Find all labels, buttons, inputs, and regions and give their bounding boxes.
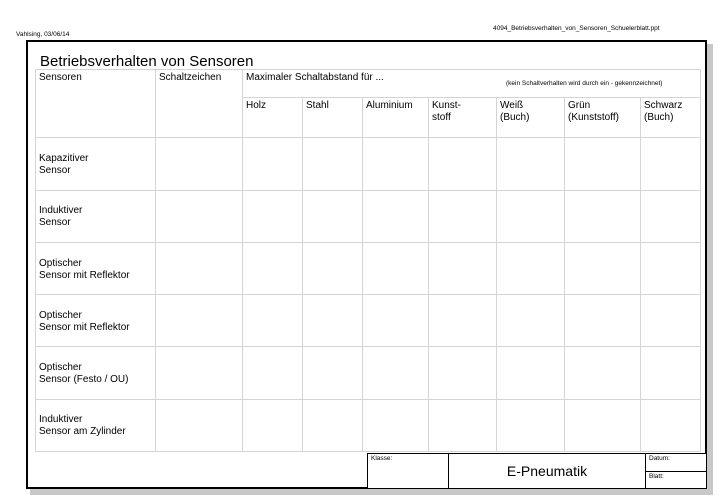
material-header: Weiß (Buch) [497, 98, 565, 138]
klasse-label: Klasse: [371, 455, 393, 462]
distance-cell[interactable] [243, 242, 303, 294]
distance-cell[interactable] [641, 295, 701, 347]
symbol-cell[interactable] [156, 347, 243, 399]
distance-cell[interactable] [497, 347, 565, 399]
distance-cell[interactable] [497, 242, 565, 294]
distance-cell[interactable] [243, 295, 303, 347]
distance-cell[interactable] [565, 399, 641, 451]
subject-title: E-Pneumatik [506, 463, 588, 479]
material-header: Holz [243, 98, 303, 138]
sensor-name: Kapazitiver Sensor [36, 138, 156, 190]
sensor-name: Induktiver Sensor am Zylinder [36, 399, 156, 451]
material-header: Schwarz (Buch) [641, 98, 701, 138]
worksheet-frame [26, 40, 707, 489]
distance-cell[interactable] [565, 138, 641, 190]
distance-cell[interactable] [565, 242, 641, 294]
material-header: Kunst- stoff [429, 98, 497, 138]
table-row [36, 138, 701, 190]
max-distance-label: Maximaler Schaltabstand für ... [246, 72, 384, 83]
distance-cell[interactable] [497, 399, 565, 451]
distance-cell[interactable] [641, 190, 701, 242]
distance-cell[interactable] [303, 242, 363, 294]
table-row [36, 347, 701, 399]
distance-cell[interactable] [429, 295, 497, 347]
distance-cell[interactable] [429, 399, 497, 451]
page-title: Betriebsverhalten von Sensoren [40, 53, 254, 70]
distance-cell[interactable] [363, 295, 429, 347]
hint-text: (kein Schaltverhalten wird durch ein - gekennzeichnet) [506, 80, 663, 87]
distance-cell[interactable] [565, 347, 641, 399]
distance-cell[interactable] [641, 347, 701, 399]
datum-field [645, 453, 707, 472]
distance-cell[interactable] [641, 399, 701, 451]
header-max-distance [243, 70, 701, 98]
distance-cell[interactable] [565, 295, 641, 347]
table-row [36, 242, 701, 294]
distance-cell[interactable] [429, 347, 497, 399]
title-block [367, 453, 707, 489]
material-header: Grün (Kunststoff) [565, 98, 641, 138]
distance-cell[interactable] [363, 399, 429, 451]
distance-cell[interactable] [363, 190, 429, 242]
distance-cell[interactable] [243, 190, 303, 242]
blatt-label: Blatt: [649, 473, 664, 480]
distance-cell[interactable] [363, 347, 429, 399]
distance-cell[interactable] [303, 295, 363, 347]
symbol-cell[interactable] [156, 190, 243, 242]
symbol-cell[interactable] [156, 399, 243, 451]
material-header: Stahl [303, 98, 363, 138]
distance-cell[interactable] [303, 190, 363, 242]
author-date: Vahlsing, 03/06/14 [16, 31, 70, 38]
distance-cell[interactable] [497, 190, 565, 242]
distance-cell[interactable] [429, 138, 497, 190]
distance-cell[interactable] [641, 138, 701, 190]
sensor-table [35, 69, 701, 452]
sensor-name: Optischer Sensor mit Reflektor [36, 242, 156, 294]
distance-cell[interactable] [497, 138, 565, 190]
material-header: Aluminium [363, 98, 429, 138]
distance-cell[interactable] [303, 399, 363, 451]
symbol-cell[interactable] [156, 242, 243, 294]
distance-cell[interactable] [303, 138, 363, 190]
table-row [36, 295, 701, 347]
header-sensors: Sensoren [36, 70, 156, 138]
distance-cell[interactable] [429, 242, 497, 294]
symbol-cell[interactable] [156, 138, 243, 190]
distance-cell[interactable] [303, 347, 363, 399]
sensor-name: Optischer Sensor mit Reflektor [36, 295, 156, 347]
klasse-field [367, 453, 449, 489]
table-row [36, 190, 701, 242]
sensor-name: Optischer Sensor (Festo / OU) [36, 347, 156, 399]
blatt-field [645, 471, 707, 489]
sensor-name: Induktiver Sensor [36, 190, 156, 242]
distance-cell[interactable] [497, 295, 565, 347]
symbol-cell[interactable] [156, 295, 243, 347]
distance-cell[interactable] [243, 347, 303, 399]
distance-cell[interactable] [243, 399, 303, 451]
header-symbol: Schaltzeichen [156, 70, 243, 138]
distance-cell[interactable] [429, 190, 497, 242]
subject-field [448, 453, 646, 489]
distance-cell[interactable] [363, 138, 429, 190]
distance-cell[interactable] [641, 242, 701, 294]
table-row [36, 399, 701, 451]
distance-cell[interactable] [363, 242, 429, 294]
datum-label: Datum: [649, 455, 670, 462]
distance-cell[interactable] [243, 138, 303, 190]
file-name: 4094_Betriebsverhalten_von_Sensoren_Schuelerblatt.ppt [493, 25, 660, 32]
distance-cell[interactable] [565, 190, 641, 242]
